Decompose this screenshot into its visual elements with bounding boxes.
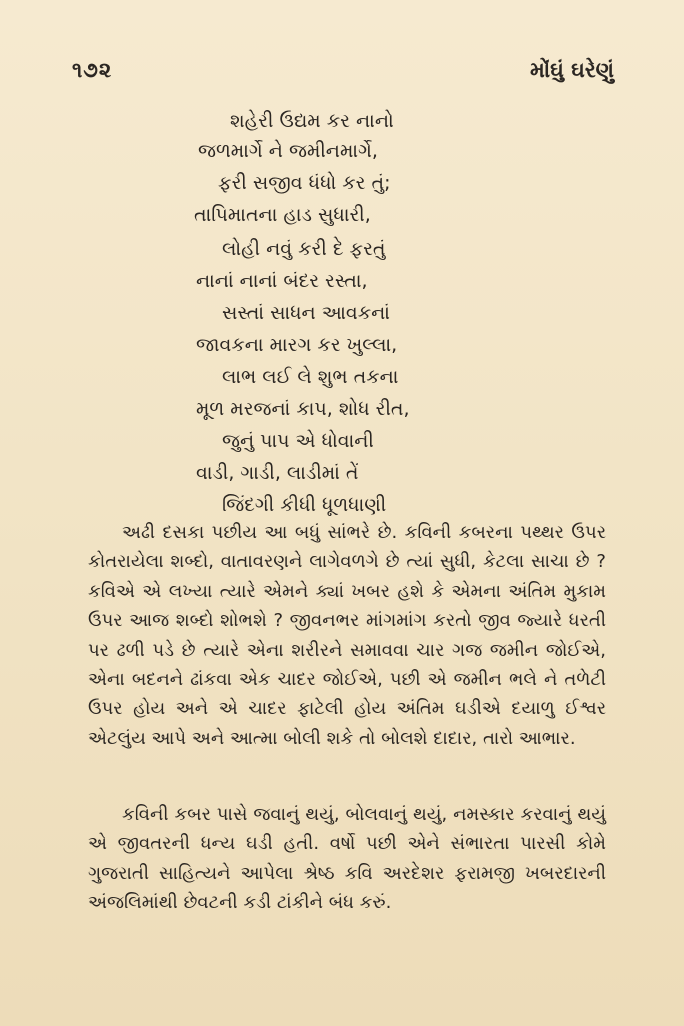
poem-line: લોહી નવું કરી દે ફરતું xyxy=(222,238,386,260)
poem-line: લાભ લઈ લે શુભ તકના xyxy=(222,366,399,388)
poem-line: નાનાં નાનાં બંદર રસ્તા, xyxy=(196,270,368,292)
page-number: ૧૭૨ xyxy=(72,58,113,82)
page-header xyxy=(0,58,684,90)
poem-line: શહેરી ઉદ્યમ કર નાનો xyxy=(230,110,394,132)
poem-line: જુનું પાપ એ ધોવાની xyxy=(222,430,374,452)
prose-paragraph-2: કવિની કબર પાસે જવાનું થયું, બોલવાનું થયું, નમસ્કાર કરવાનું થયું એ જીવતરની ધન્ય ઘડી હતી. વર્ષો પછી એને સંભારતા પારસી કોમે ગુજરાતી સાહિત્યને આપેલા શ્રેષ્ઠ કવિ અરદેશર ફરામજી ખબરદારની અંજલિમાંથી છેવટની કડી ટાંકીને બંધ કરું. xyxy=(88,804,606,914)
running-title: મોંઘું ઘરેણું xyxy=(530,58,614,82)
poem-line: મૂળ મરજનાં કાપ, શોધ રીત, xyxy=(196,398,410,420)
poem-line: જિંદગી કીધી ધૂળધાણી xyxy=(222,494,387,516)
poem-line: જાવકના મારગ કર ખુલ્લા, xyxy=(196,334,398,356)
poem-line: સસ્તાં સાધન આવકનાં xyxy=(222,302,390,324)
prose-paragraph-1: અઢી દસકા પછીય આ બધું સાંભરે છે. કવિની કબરના પથ્થર ઉપર કોતરાયેલા શબ્દો, વાતાવરણને લાગેવળગે છે ત્યાં સુધી, કેટલા સાચા છે ? કવિએ એ લખ્યા ત્યારે એમને ક્યાં ખબર હશે કે એમના અંતિમ મુકામ ઉપર આજ શબ્દો શોભશે ? જીવનભર માંગમાંગ કરતો જીવ જ્યારે ધરતી પર ઢળી પડે છે ત્યારે એના શરીરને સમાવવા ચાર ગજ જમીન જોઈએ, એના બદનને ઢાંકવા એક ચાદર જોઈએ, પછી એ જમીન ભલે ને તળેટી ઉપર હોય અને એ ચાદર ફાટેલી હોય અંતિમ ઘડીએ દયાળુ ઈશ્વર એટલુંય આપે અને આત્મા બોલી શકે તો બોલશે દાદાર, તારો આભાર. xyxy=(88,522,606,749)
poem-line: તાપિમાતના હાડ સુધારી, xyxy=(194,204,371,226)
poem-line: ફરી સજીવ ધંધો કર તું; xyxy=(218,172,391,194)
poem-line: જળમાર્ગે ને જમીનમાર્ગે, xyxy=(198,140,378,162)
poem-line: વાડી, ગાડી, લાડીમાં તેં xyxy=(196,462,359,484)
